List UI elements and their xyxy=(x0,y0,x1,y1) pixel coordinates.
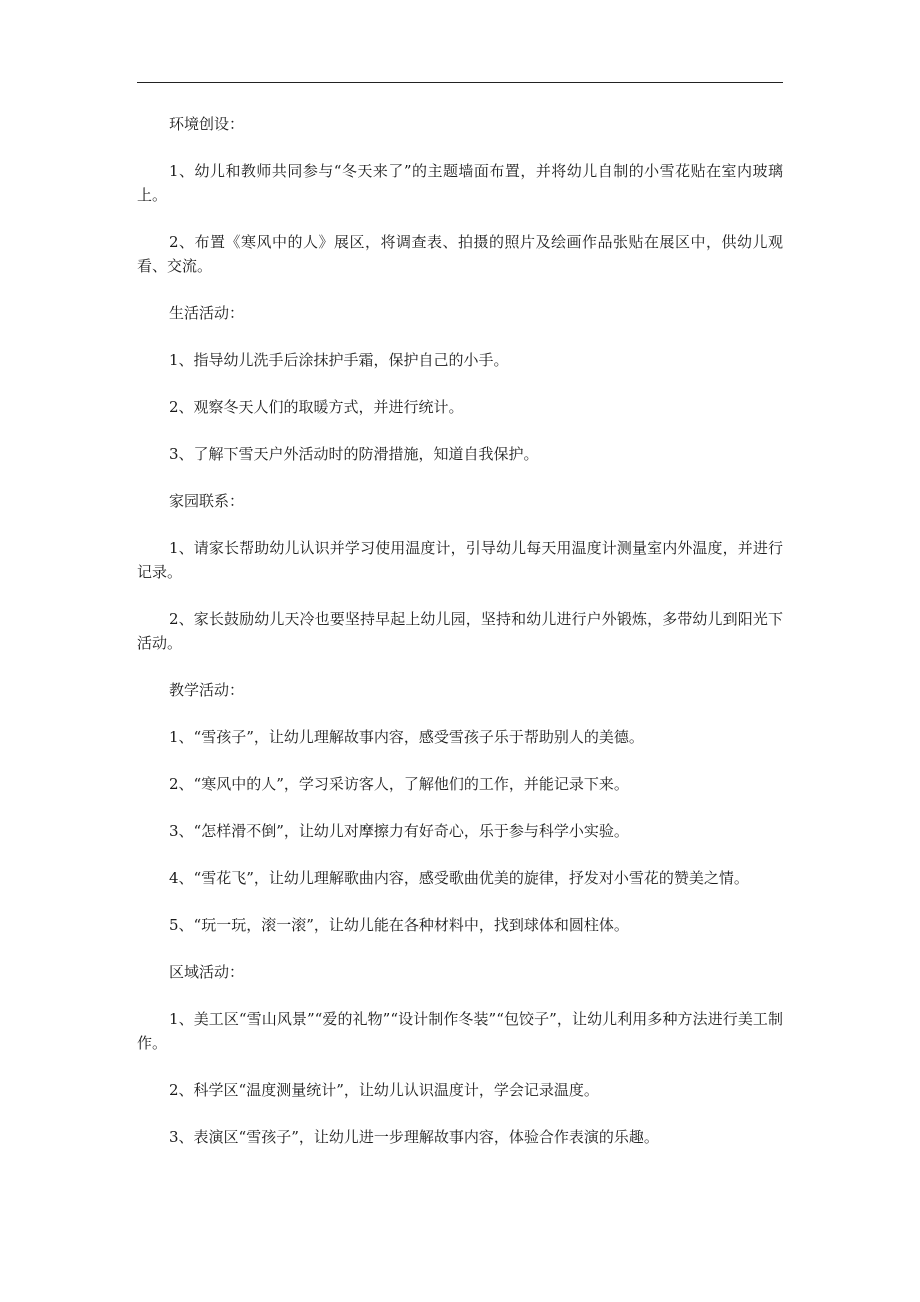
paragraph: 2、布置《寒风中的人》展区，将调查表、拍摄的照片及绘画作品张贴在展区中，供幼儿观看、交流。 xyxy=(137,233,783,275)
paragraph: 3、表演区“雪孩子”，让幼儿进一步理解故事内容，体验合作表演的乐趣。 xyxy=(169,1128,659,1146)
paragraph: 1、美工区“雪山风景”“爱的礼物”“设计制作冬装”“包饺子”，让幼儿利用多种方法进行美工制作。 xyxy=(137,1010,783,1052)
paragraph: 1、“雪孩子”，让幼儿理解故事内容，感受雪孩子乐于帮助别人的美德。 xyxy=(169,728,644,746)
paragraph: 2、观察冬天人们的取暖方式，并进行统计。 xyxy=(169,398,464,416)
paragraph: 2、科学区“温度测量统计”，让幼儿认识温度计，学会记录温度。 xyxy=(169,1081,599,1099)
header-rule xyxy=(137,82,783,83)
paragraph: 5、“玩一玩，滚一滚”，让幼儿能在各种材料中，找到球体和圆柱体。 xyxy=(169,916,629,934)
section-heading: 生活活动： xyxy=(169,304,245,322)
paragraph: 1、幼儿和教师共同参与“冬天来了”的主题墙面布置，并将幼儿自制的小雪花贴在室内玻璃上。 xyxy=(137,162,783,204)
paragraph: 2、“寒风中的人”，学习采访客人，了解他们的工作，并能记录下来。 xyxy=(169,775,629,793)
paragraph: 1、指导幼儿洗手后涂抹护手霜，保护自己的小手。 xyxy=(169,351,509,369)
section-heading: 教学活动： xyxy=(169,681,245,699)
paragraph: 1、请家长帮助幼儿认识并学习使用温度计，引导幼儿每天用温度计测量室内外温度，并进行记录。 xyxy=(137,539,783,581)
paragraph: 3、了解下雪天户外活动时的防滑措施，知道自我保护。 xyxy=(169,445,539,463)
section-heading: 家园联系： xyxy=(169,492,245,510)
paragraph: 2、家长鼓励幼儿天冷也要坚持早起上幼儿园，坚持和幼儿进行户外锻炼，多带幼儿到阳光下活动。 xyxy=(137,610,783,652)
paragraph: 4、“雪花飞”，让幼儿理解歌曲内容，感受歌曲优美的旋律，抒发对小雪花的赞美之情。 xyxy=(169,869,749,887)
section-heading: 区域活动： xyxy=(169,963,245,981)
section-heading: 环境创设： xyxy=(169,115,245,133)
document-body xyxy=(137,112,783,1172)
paragraph: 3、“怎样滑不倒”，让幼儿对摩擦力有好奇心，乐于参与科学小实验。 xyxy=(169,822,629,840)
